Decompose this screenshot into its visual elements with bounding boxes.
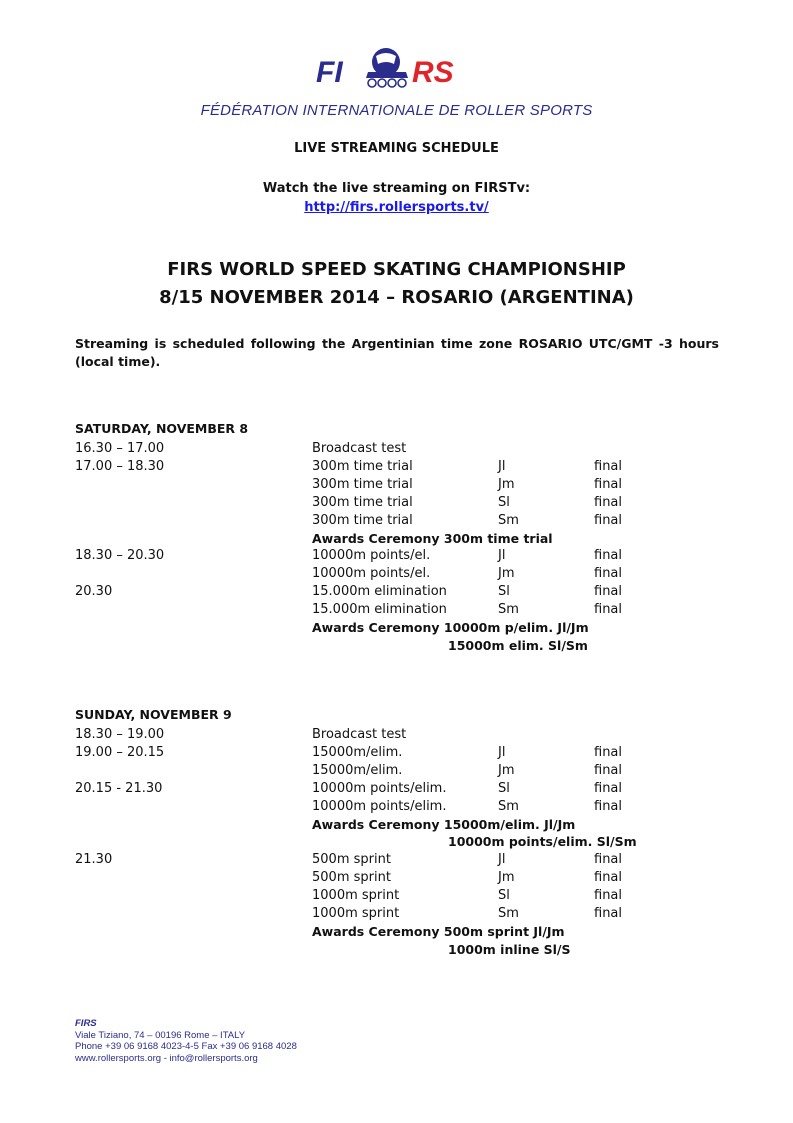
row-event: 10000m points/el.: [312, 566, 431, 582]
row-category: Jl: [498, 548, 506, 564]
row-type: final: [594, 566, 623, 582]
row-category: Jm: [498, 762, 515, 778]
row-event: 300m time trial: [312, 512, 413, 528]
schedule-row: [0, 798, 793, 816]
row-type: final: [594, 458, 623, 474]
row-type: final: [594, 744, 623, 760]
schedule-row: [0, 744, 793, 762]
award-ceremony: Awards Ceremony 500m sprint Jl/Jm: [312, 923, 565, 939]
firs-logo: [316, 46, 478, 92]
schedule-row: [0, 941, 793, 959]
schedule-row: [0, 530, 793, 548]
row-event: 300m time trial: [312, 458, 413, 474]
schedule-row: [0, 762, 793, 780]
row-category: Sm: [498, 602, 519, 618]
row-type: final: [594, 584, 623, 600]
schedule-row: [0, 780, 793, 798]
row-time: 21.30: [75, 852, 113, 868]
row-type: final: [594, 602, 623, 618]
row-event: 15000m/elim.: [312, 762, 403, 778]
row-category: Jm: [498, 476, 515, 492]
schedule-row: [0, 565, 793, 583]
row-event: 500m sprint: [312, 852, 391, 868]
schedule-row: [0, 476, 793, 494]
schedule-row: [0, 887, 793, 905]
schedule-row: [0, 869, 793, 887]
championship-title: FIRS WORLD SPEED SKATING CHAMPIONSHIP: [167, 259, 626, 280]
award-ceremony: Awards Ceremony 300m time trial: [312, 530, 553, 546]
row-event: 300m time trial: [312, 476, 413, 492]
row-time: 17.00 – 18.30: [75, 458, 165, 474]
schedule-row: [0, 905, 793, 923]
row-category: Sl: [498, 584, 510, 600]
footer-name: FIRS: [75, 1018, 97, 1029]
row-category: Jm: [498, 870, 515, 886]
award-ceremony-cont: 1000m inline Sl/S: [448, 941, 571, 957]
row-time: 18.30 – 19.00: [75, 727, 165, 742]
schedule-heading: LIVE STREAMING SCHEDULE: [294, 141, 499, 156]
row-type: final: [594, 494, 623, 510]
timezone-note: Streaming is scheduled following the Argentinian time zone ROSARIO UTC/GMT -3 hours (local time).: [75, 336, 719, 369]
row-type: final: [594, 476, 623, 492]
row-category: Sm: [498, 906, 519, 921]
schedule-row: [0, 440, 793, 458]
schedule-row: [0, 512, 793, 530]
row-event: 15.000m elimination: [312, 602, 447, 618]
row-event: 300m time trial: [312, 494, 413, 510]
row-type: final: [594, 548, 623, 564]
footer-address: Viale Tiziano, 74 – 00196 Rome – ITALY: [75, 1029, 246, 1041]
row-time: 16.30 – 17.00: [75, 441, 165, 456]
day-heading: SUNDAY, NOVEMBER 9: [75, 707, 232, 722]
schedule-row: [0, 494, 793, 512]
row-event: 10000m points/elim.: [312, 798, 447, 814]
championship-dates: 8/15 NOVEMBER 2014 – ROSARIO (ARGENTINA): [159, 287, 634, 308]
row-category: Sl: [498, 494, 510, 510]
row-event: 1000m sprint: [312, 906, 400, 921]
row-type: final: [594, 512, 623, 528]
schedule-row: [0, 601, 793, 619]
schedule-row: [0, 851, 793, 869]
schedule-row: [0, 833, 793, 851]
award-ceremony-cont: 15000m elim. Sl/Sm: [448, 637, 588, 653]
footer-phone: Phone +39 06 9168 4023-4-5 Fax +39 06 9168 4028: [75, 1041, 297, 1052]
row-type: final: [594, 888, 623, 904]
stream-link[interactable]: http://firs.rollersports.tv/: [304, 200, 489, 215]
row-event: 500m sprint: [312, 870, 391, 886]
row-type: final: [594, 798, 623, 814]
row-type: final: [594, 906, 623, 921]
watch-text: Watch the live streaming on FIRSTv:: [262, 181, 531, 196]
row-type: final: [594, 852, 623, 868]
footer: [75, 1018, 297, 1064]
schedule-row: [0, 458, 793, 476]
row-time: 20.15 - 21.30: [75, 780, 163, 796]
row-time: 18.30 – 20.30: [75, 548, 165, 564]
row-category: Sm: [498, 512, 519, 528]
schedule-row: [0, 923, 793, 941]
row-category: Jm: [498, 566, 515, 582]
row-category: Sm: [498, 798, 519, 814]
row-event: 15000m/elim.: [312, 744, 403, 760]
row-event: 15.000m elimination: [312, 584, 447, 600]
schedule-row: [0, 726, 793, 744]
row-event: Broadcast test: [312, 441, 407, 456]
row-category: Jl: [498, 458, 506, 474]
row-category: Jl: [498, 852, 506, 868]
row-event: 1000m sprint: [312, 888, 400, 904]
schedule-row: [0, 583, 793, 601]
schedule-row: [0, 619, 793, 637]
row-event: Broadcast test: [312, 727, 407, 742]
row-event: 10000m points/el.: [312, 548, 431, 564]
award-ceremony-cont: 10000m points/elim. Sl/Sm: [448, 834, 637, 850]
row-type: final: [594, 870, 623, 886]
roller-skate-icon: [366, 48, 408, 87]
row-time: 20.30: [75, 584, 113, 600]
row-time: 19.00 – 20.15: [75, 744, 165, 760]
federation-name: FÉDÉRATION INTERNATIONALE DE ROLLER SPORTS: [200, 102, 593, 119]
award-ceremony: Awards Ceremony 15000m/elim. Jl/Jm: [312, 816, 576, 832]
schedule-row: [0, 816, 793, 834]
row-category: Sl: [498, 888, 510, 904]
row-category: Jl: [498, 744, 506, 760]
logo-right-text: RS: [412, 56, 454, 89]
row-category: Sl: [498, 780, 510, 796]
row-event: 10000m points/elim.: [312, 780, 447, 796]
logo-left-text: FI: [316, 56, 343, 89]
row-type: final: [594, 762, 623, 778]
footer-web: www.rollersports.org - info@rollersports.org: [75, 1052, 258, 1064]
row-type: final: [594, 780, 623, 796]
day-heading: SATURDAY, NOVEMBER 8: [75, 421, 249, 436]
schedule-row: [0, 637, 793, 655]
award-ceremony: Awards Ceremony 10000m p/elim. Jl/Jm: [312, 620, 589, 635]
schedule-row: [0, 547, 793, 565]
